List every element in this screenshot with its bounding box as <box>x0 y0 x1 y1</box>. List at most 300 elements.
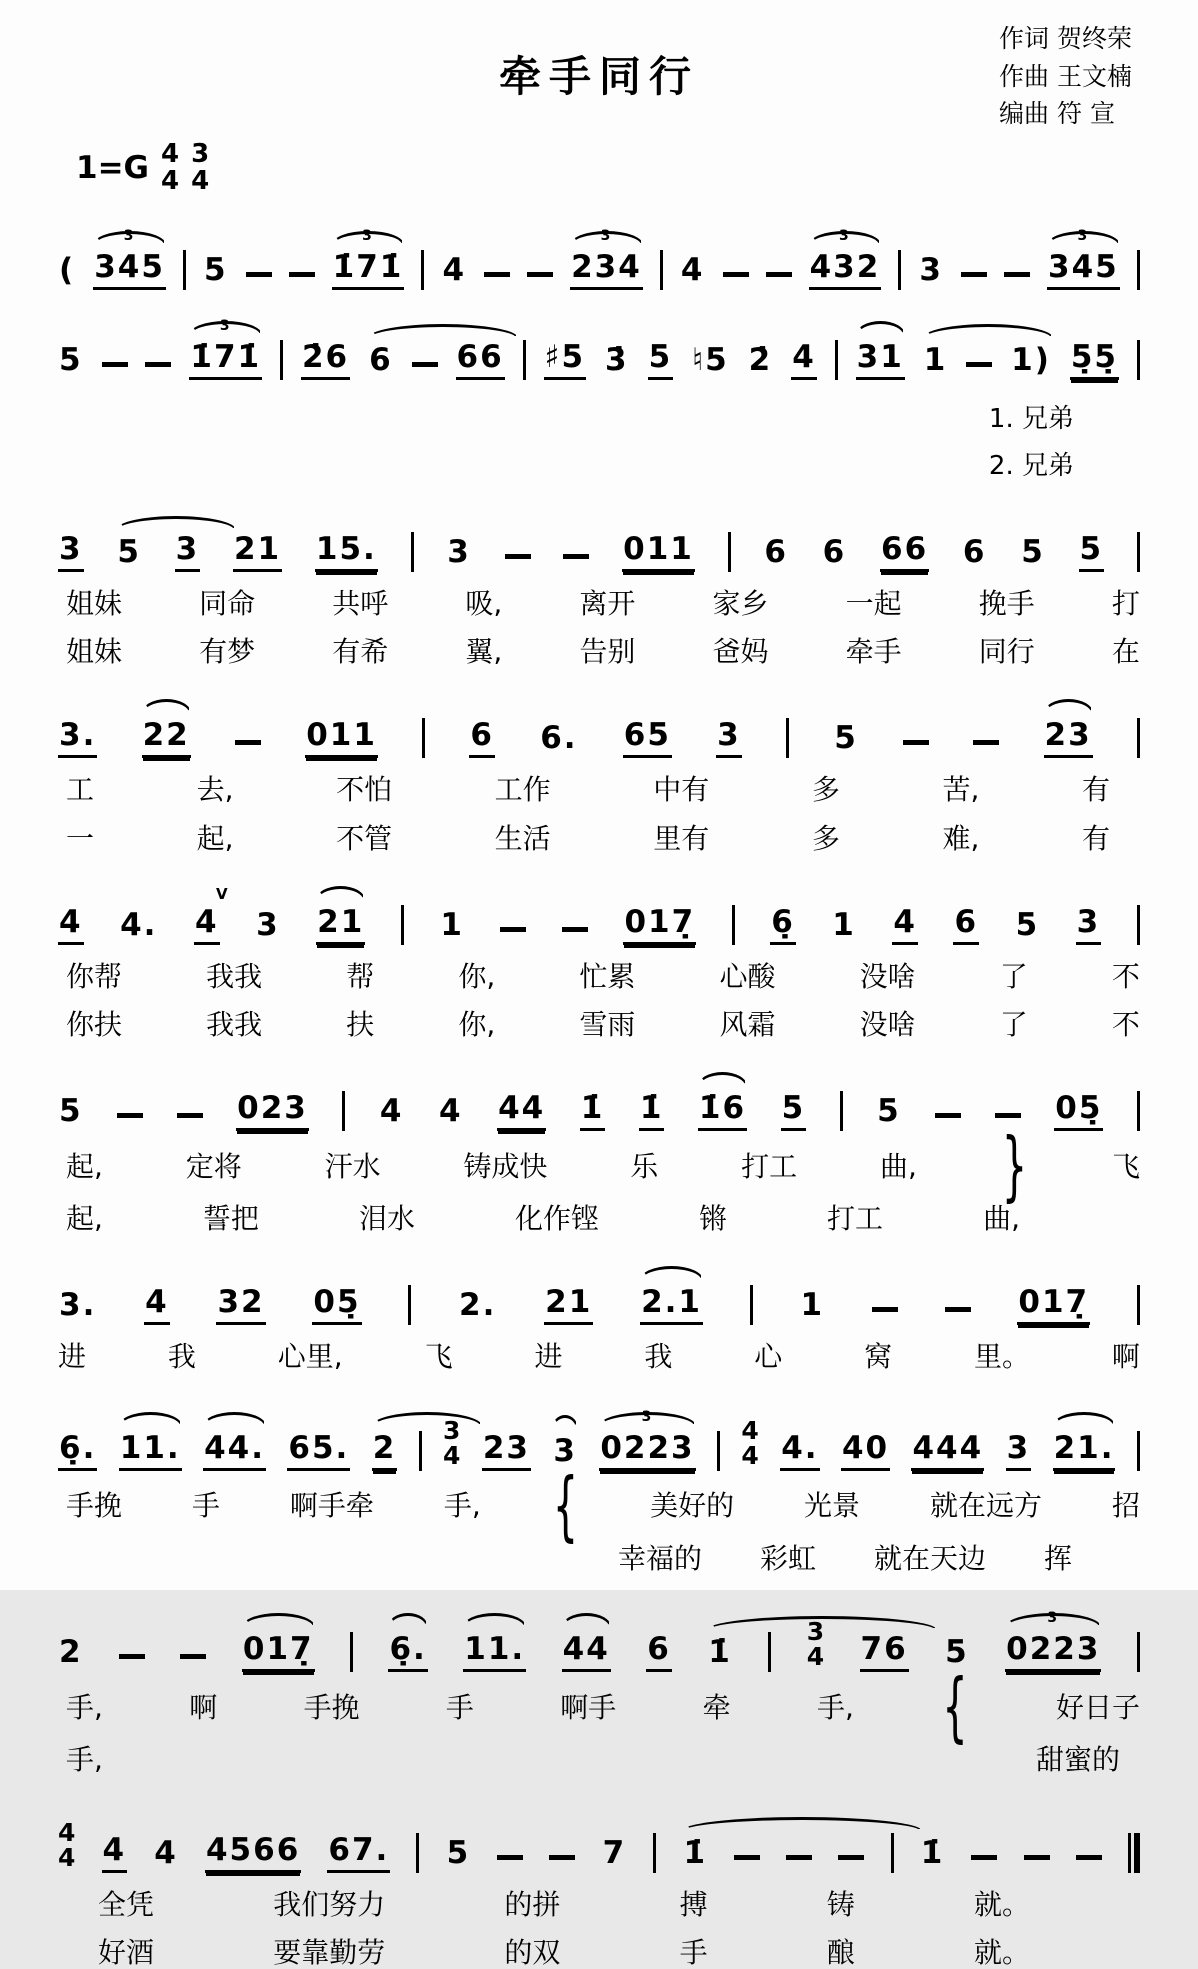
notes-row <box>58 214 1140 290</box>
lyric-syllable: 起, <box>66 1202 103 1236</box>
lyric-syllable: 手, <box>66 1742 103 1776</box>
note-token: 1̇71̇ 3 <box>332 252 405 290</box>
lyric-syllable: 打工 <box>827 1202 884 1236</box>
lyric-syllable: 挥 <box>1044 1541 1073 1575</box>
note-token: 22 <box>142 720 191 758</box>
barline <box>401 905 404 945</box>
note-token: 1̇ <box>682 1838 708 1873</box>
lyrics-row <box>66 588 1140 620</box>
note-token: 4 <box>892 907 918 945</box>
slur-arc <box>682 1817 922 1831</box>
lyric-syllable: 好酒 <box>98 1936 155 1969</box>
note-token: 5 <box>945 1633 969 1670</box>
lyric-syllable: 有梦 <box>199 635 256 669</box>
duration-dash <box>563 554 589 559</box>
lyric-syllable: 进 <box>534 1340 563 1374</box>
barline <box>768 1632 771 1672</box>
lyric-syllable: 手, <box>66 1690 103 1724</box>
note-token: 4 <box>144 1287 170 1325</box>
ts-bottom: 4 <box>806 1642 825 1672</box>
breath-mark: V <box>215 884 230 903</box>
note-token: 6̣. <box>388 1634 427 1672</box>
note-token: 11. <box>463 1634 526 1672</box>
meter-3-4 <box>191 141 209 194</box>
duration-dash <box>177 1113 203 1118</box>
note-token: ( <box>59 252 76 288</box>
duration-dash <box>1076 1855 1102 1860</box>
ts-top: 3 <box>443 1415 461 1445</box>
note-token: 1) <box>1011 342 1051 378</box>
lyric-syllable: 起, <box>66 1150 103 1184</box>
lyric-syllable: 我 <box>644 1340 673 1374</box>
note-token: 5 <box>648 342 674 380</box>
lyric-syllable: 的拼 <box>504 1887 561 1921</box>
note-token: 65 <box>623 720 672 758</box>
note-token: 2̇6 <box>301 342 350 380</box>
lyric-syllable: 风霜 <box>719 1007 776 1041</box>
lyric-syllable: 汗水 <box>324 1150 381 1184</box>
note-token: 5 <box>446 1834 471 1871</box>
note-token: 4 <box>102 1835 128 1873</box>
lyric-syllable: 不怕 <box>336 773 393 807</box>
lyric-syllable: 不管 <box>336 821 393 855</box>
slur-arc <box>116 516 236 530</box>
barline <box>416 1833 419 1873</box>
slur-arc <box>316 886 365 900</box>
lyric-syllable: 誓把 <box>202 1202 259 1236</box>
final-barline <box>1128 1833 1140 1873</box>
note-token: 3 <box>552 1436 578 1471</box>
lyric-syllable: 手挽 <box>66 1489 123 1523</box>
lyric-syllable: 铸 <box>826 1887 855 1921</box>
duration-dash <box>872 1307 898 1312</box>
duration-dash <box>180 1654 206 1659</box>
duration-dash <box>289 272 315 277</box>
lyric-syllable: 锵 <box>699 1202 728 1236</box>
note-token: 2.1 <box>640 1287 703 1325</box>
barline <box>350 1632 353 1672</box>
lyric-syllable: 铸成快 <box>463 1150 548 1184</box>
note-token: 0223 3 <box>599 1433 695 1471</box>
lyric-syllable: 起, <box>196 821 234 855</box>
barline <box>1137 1632 1140 1672</box>
note-token: 6 <box>469 720 495 758</box>
meter-bottom: 4 <box>161 166 180 196</box>
lyric-syllable: 啊手 <box>560 1690 617 1724</box>
triplet-arc: 3 <box>332 231 405 245</box>
note-token: 23 <box>1044 720 1093 758</box>
credit-lyricist: 作词 贺终荣 <box>999 24 1132 53</box>
note-token: 017̣ <box>1017 1287 1090 1325</box>
lyric-syllable: 幸福的 <box>618 1541 703 1575</box>
note-token: 44 <box>562 1634 611 1672</box>
note-token: 66 <box>880 534 929 572</box>
lyric-syllable: 了 <box>999 959 1028 993</box>
note-token: 3. <box>58 720 97 758</box>
lyric-syllable: 里有 <box>653 821 710 855</box>
lyric-syllable: 手 <box>191 1489 220 1523</box>
lyric-syllable: 我我 <box>206 959 263 993</box>
note-token: 1 <box>800 1287 825 1324</box>
lyric-syllable: 里。 <box>974 1340 1031 1374</box>
lyric-syllable: 有 <box>1081 773 1110 807</box>
music-system <box>58 1055 1140 1235</box>
lyric-syllable: 有 <box>1081 821 1110 855</box>
note-token: 345 3 <box>1047 252 1120 290</box>
barline <box>891 1833 894 1873</box>
ts-top: 4 <box>58 1817 76 1847</box>
note-token: 2 <box>372 1433 398 1471</box>
music-system <box>58 496 1140 668</box>
lyric-syllable: 生活 <box>494 821 551 855</box>
ts-bottom: 4 <box>741 1441 759 1470</box>
lyric-syllable: 打工 <box>741 1150 798 1184</box>
duration-dash <box>786 1855 812 1860</box>
credit-composer: 作曲 王文楠 <box>999 61 1132 91</box>
lyric-syllable: 曲, <box>879 1150 917 1184</box>
note-token: 5 <box>1079 534 1105 572</box>
lyric-syllable: 去, <box>196 773 234 807</box>
note-token: 6 <box>368 345 394 380</box>
lyric-syllable: 就在远方 <box>930 1489 1043 1523</box>
note-token: 21 <box>233 534 282 572</box>
triplet-arc: 3 <box>1047 231 1120 245</box>
lyric-syllable: 好日子 <box>1055 1690 1140 1724</box>
barline <box>422 718 425 758</box>
barline <box>660 250 663 290</box>
note-token: 1̇6 <box>698 1093 747 1131</box>
barline <box>732 905 735 945</box>
lyric-syllable: 帮 <box>346 959 375 993</box>
lyrics-row <box>66 961 1140 993</box>
note-token: 1̇71̇ 3 <box>189 342 262 380</box>
credits <box>999 20 1132 133</box>
lyric-syllable: 家乡 <box>712 587 769 620</box>
note-token: 5 <box>1015 906 1040 943</box>
note-token: 6 <box>764 534 788 570</box>
barline <box>523 340 526 380</box>
note-token: 5 <box>834 720 858 757</box>
note-token: 76 <box>860 1634 909 1672</box>
note-token: 5 <box>781 1093 807 1131</box>
note-token: 05̣ <box>1054 1093 1103 1131</box>
barline <box>653 1833 656 1873</box>
barline <box>419 1431 422 1471</box>
barline <box>1137 340 1140 380</box>
note-token: 3 <box>1006 1433 1032 1471</box>
note-token: 5 <box>203 252 228 288</box>
lyric-syllable: 你扶 <box>66 1007 123 1041</box>
note-token: 67. <box>327 1835 390 1873</box>
barline <box>786 718 789 758</box>
duration-dash <box>995 1113 1021 1118</box>
lyrics-brace: { <box>942 1663 968 1752</box>
duration-dash <box>412 362 438 367</box>
key-signature <box>76 136 1140 200</box>
lyric-syllable: 雪雨 <box>579 1007 636 1041</box>
lyric-syllable: 工作 <box>494 773 551 807</box>
note-token: 32 <box>216 1287 265 1325</box>
slur-arc <box>552 1415 578 1429</box>
duration-dash <box>102 362 128 367</box>
notes-row <box>58 682 1140 758</box>
barline <box>411 532 414 572</box>
lyric-syllable: 要靠勤劳 <box>273 1936 386 1969</box>
lyrics-row <box>66 774 1110 806</box>
note-token: 31 <box>856 342 905 380</box>
lyrics-row <box>66 636 1140 668</box>
slur-arc <box>923 324 1053 338</box>
ts-top: 4 <box>741 1415 759 1445</box>
notes-row <box>58 496 1140 572</box>
note-token: 345 3 <box>93 252 166 290</box>
barline <box>717 1431 720 1471</box>
lyric-syllable: 搏 <box>679 1887 708 1921</box>
note-token: 4 <box>442 252 467 288</box>
note-token: 011 <box>622 534 695 572</box>
slur-arc <box>562 1613 611 1627</box>
lyric-syllable: 美好的 <box>650 1489 735 1523</box>
duration-dash <box>723 272 749 277</box>
barline <box>1137 1285 1140 1325</box>
lyric-syllable: 扶 <box>346 1007 375 1041</box>
note-token: ♮5 <box>692 342 729 378</box>
music-system <box>58 1589 1140 1776</box>
barline <box>1137 532 1140 572</box>
lyric-syllable: 全凭 <box>98 1887 155 1921</box>
lyric-syllable: 进 <box>58 1340 87 1374</box>
meter-top: 3 <box>191 139 210 170</box>
notes-row <box>58 1249 1140 1325</box>
duration-dash <box>119 1654 145 1659</box>
slur-arc <box>119 1412 182 1426</box>
note-token: 66 <box>456 342 505 380</box>
lyric-syllable: 手, <box>443 1489 481 1523</box>
note-token: 15. <box>315 534 378 572</box>
duration-dash <box>1024 1855 1050 1860</box>
slur-arc <box>372 1412 482 1426</box>
notes-row <box>58 1388 1140 1471</box>
lyric-syllable: 手 <box>679 1936 708 1969</box>
note-token: 4 <box>379 1093 404 1130</box>
triplet-arc: 3 <box>1005 1613 1101 1627</box>
slur-arc <box>707 1616 937 1630</box>
note-token: 432 3 <box>809 252 882 290</box>
lyrics-row <box>66 1123 1140 1211</box>
duration-dash <box>973 740 999 745</box>
lyrics-row <box>66 1203 1020 1235</box>
ts-top: 3 <box>806 1616 825 1646</box>
lyric-syllable: 心酸 <box>719 959 776 993</box>
lyric-syllable: 共呼 <box>332 587 389 620</box>
barline <box>1137 250 1140 290</box>
duration-dash <box>235 740 261 745</box>
verse-labels <box>58 380 1140 482</box>
duration-dash <box>838 1855 864 1860</box>
barline <box>1137 1091 1140 1131</box>
lyric-syllable: 我 <box>167 1340 196 1374</box>
barline <box>421 250 424 290</box>
slur-arc <box>142 699 191 713</box>
duration-dash <box>961 272 987 277</box>
song-title: 牵手同行 <box>498 52 699 101</box>
lyric-syllable: 我们努力 <box>273 1887 386 1921</box>
note-token: 3. <box>59 1287 97 1324</box>
verse-label: 1. 兄弟 <box>988 404 1074 434</box>
note-token: 2 <box>59 1633 83 1670</box>
lyric-syllable: 爸妈 <box>712 635 769 669</box>
slur-arc <box>698 1072 747 1086</box>
note-token: 1̇ <box>707 1637 733 1672</box>
duration-dash <box>117 1113 143 1118</box>
lyrics-brace: } <box>1001 1123 1028 1211</box>
barline <box>898 250 901 290</box>
slur-arc <box>1044 699 1093 713</box>
lyric-syllable: 离开 <box>579 587 636 620</box>
lyric-syllable: 忙累 <box>579 959 636 993</box>
lyric-syllable: 泪水 <box>358 1202 415 1236</box>
key-label: 1=G <box>76 150 149 186</box>
note-token: 5 <box>877 1093 901 1130</box>
lyric-syllable: 你, <box>458 1007 496 1041</box>
note-token: 23 <box>482 1433 531 1471</box>
duration-dash <box>945 1307 971 1312</box>
note-token: 1 <box>923 345 949 380</box>
note-token: ♯5 <box>544 342 587 380</box>
lyric-syllable: 一起 <box>845 587 902 620</box>
note-token: 017̣ <box>623 907 696 945</box>
lyric-syllable: 啊手牵 <box>289 1489 374 1523</box>
note-token: 234 3 <box>570 252 643 290</box>
notes-row <box>58 1589 1140 1672</box>
lyric-syllable: 翼, <box>465 635 503 669</box>
lyric-syllable: 心 <box>754 1340 783 1374</box>
lyrics-row <box>66 1663 1140 1752</box>
lyric-syllable: 我我 <box>206 1007 263 1041</box>
barline <box>1137 1431 1140 1471</box>
lyric-syllable: 姐妹 <box>66 635 123 669</box>
lyric-syllable: 就。 <box>973 1936 1030 1969</box>
lyric-syllable: 手, <box>816 1690 854 1724</box>
lyric-syllable: 没啥 <box>859 959 916 993</box>
note-token: 1̇ <box>920 1834 945 1871</box>
lyric-syllable: 飞 <box>424 1340 453 1374</box>
note-token: 44 <box>497 1093 546 1131</box>
note-token: 6̣. <box>58 1433 97 1471</box>
triplet-arc: 3 <box>570 231 643 245</box>
note-token: 21 <box>544 1287 593 1325</box>
duration-dash <box>505 554 531 559</box>
lyrics-row <box>618 1543 1140 1575</box>
note-token: 4 <box>154 1834 178 1871</box>
lyric-syllable: 手 <box>445 1690 474 1724</box>
note-token: 1̇ <box>580 1093 606 1131</box>
note-token: 5 <box>59 1093 83 1130</box>
lyric-syllable: 乐 <box>630 1150 659 1184</box>
barline <box>728 532 731 572</box>
note-token: 3̇ <box>605 342 629 378</box>
lyric-syllable: 定将 <box>185 1150 242 1184</box>
note-token: 3 <box>919 252 943 288</box>
lyric-syllable: 苦, <box>942 773 980 807</box>
note-token: 7 <box>602 1834 627 1871</box>
note-token: 44. <box>203 1433 266 1471</box>
lyric-syllable: 心里, <box>277 1340 343 1374</box>
lyrics-row <box>66 1462 1140 1551</box>
note-token: 6 <box>953 907 979 945</box>
duration-dash <box>766 272 792 277</box>
lyric-syllable: 了 <box>999 1007 1028 1041</box>
lyric-syllable: 手挽 <box>303 1690 360 1724</box>
note-token: 3 <box>716 720 742 758</box>
lyric-syllable: 牵手 <box>845 635 902 669</box>
meter-bottom: 4 <box>191 166 210 196</box>
note-token: 023 <box>236 1093 309 1131</box>
slur-arc <box>242 1613 315 1627</box>
lyrics-row <box>66 1009 1140 1041</box>
barline <box>835 340 838 380</box>
triplet-arc: 3 <box>809 231 882 245</box>
lyric-syllable: 酿 <box>826 1936 855 1969</box>
note-token: 5̣5̣ <box>1070 342 1119 380</box>
note-token: 6 <box>646 1634 672 1672</box>
note-token: 4. <box>780 1433 819 1471</box>
duration-dash <box>527 272 553 277</box>
note-token: 017̣ <box>242 1634 315 1672</box>
lyric-syllable: 就在天边 <box>874 1541 987 1575</box>
note-token: 5 <box>1021 534 1045 570</box>
lyric-syllable: 没啥 <box>859 1007 916 1041</box>
note-token: 0223 3 <box>1005 1634 1101 1672</box>
music-system <box>58 1790 1140 1969</box>
music-system <box>58 869 1140 1041</box>
verse-label: 2. 兄弟 <box>988 451 1074 481</box>
music-system <box>58 1249 1140 1373</box>
note-token: 3 <box>58 534 84 572</box>
note-token: 4 <box>791 342 817 380</box>
lyric-syllable: 光景 <box>804 1489 861 1523</box>
duration-dash <box>497 1855 523 1860</box>
header <box>58 18 1140 136</box>
note-token: 65. <box>287 1433 350 1471</box>
lyric-syllable: 在 <box>1111 635 1140 669</box>
lyric-syllable: 一 <box>66 821 95 855</box>
duration-dash <box>145 362 171 367</box>
slur-arc <box>856 321 905 335</box>
lyric-syllable: 打 <box>1111 587 1140 620</box>
inline-time-signature <box>58 1817 76 1873</box>
barline <box>1137 718 1140 758</box>
lyric-syllable: 多 <box>811 773 840 807</box>
lyric-syllable: 你帮 <box>66 959 123 993</box>
lyric-syllable: 飞 <box>1111 1150 1140 1184</box>
lyric-syllable: 窝 <box>864 1340 893 1374</box>
note-token: 6 <box>962 534 987 570</box>
triplet-arc: 3 <box>189 321 262 335</box>
note-token: 5 <box>59 342 83 378</box>
lyrics-row <box>98 1937 1030 1969</box>
barline <box>1137 905 1140 945</box>
lyrics-brace: { <box>552 1462 579 1551</box>
lyric-syllable: 就。 <box>973 1887 1030 1921</box>
inline-time-signature <box>741 1415 759 1470</box>
note-token: 3 <box>175 534 201 572</box>
duration-dash <box>484 272 510 277</box>
note-token: 2. <box>459 1287 497 1324</box>
duration-dash <box>935 1113 961 1118</box>
note-token: 2̇ <box>748 342 773 378</box>
notes-row <box>58 304 1140 380</box>
